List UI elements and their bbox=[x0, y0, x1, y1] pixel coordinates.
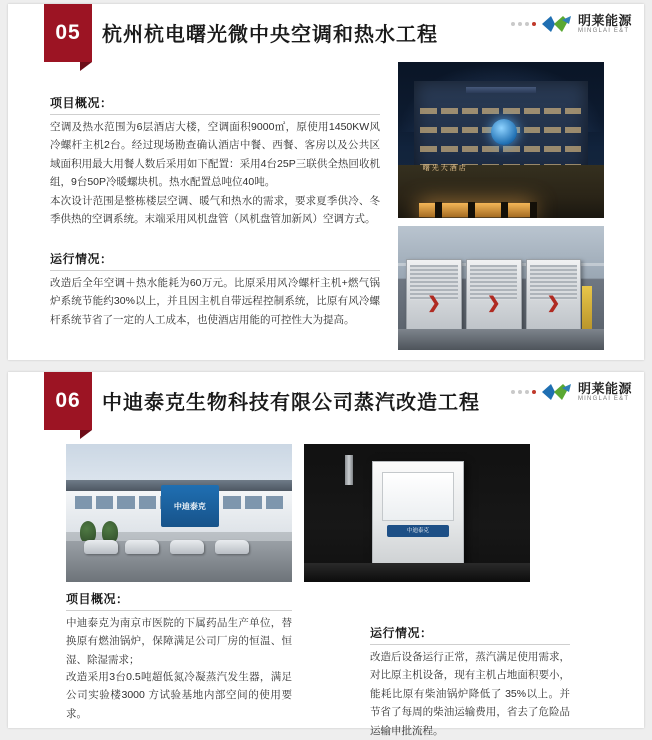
logo-dots-decoration bbox=[511, 390, 536, 394]
slide-number-badge: 05 bbox=[44, 4, 92, 62]
logo-name-en: MINGLAI E&T bbox=[577, 395, 630, 402]
slide-title: 杭州杭电曙光微中央空调和热水工程 bbox=[102, 24, 438, 46]
logo-dots-decoration bbox=[511, 22, 536, 26]
photo-sign-text: 曙光大酒店 bbox=[422, 164, 468, 172]
floor bbox=[304, 563, 530, 582]
parked-car bbox=[84, 540, 118, 554]
photo-steam-generator-equipment bbox=[304, 444, 530, 582]
section-heading-operation: 运行情况： bbox=[50, 252, 113, 266]
steam-pipe bbox=[345, 455, 353, 485]
minglai-leaf-icon bbox=[542, 383, 572, 401]
overview-paragraph-1: 中迪泰克为南京市医院的下属药品生产单位，替换原有燃油锅炉，保障满足公司厂房的恒温、恒湿、除湿需求； bbox=[66, 617, 292, 666]
section-heading-overview: 项目概况： bbox=[66, 592, 129, 606]
yellow-pipe bbox=[582, 286, 592, 331]
section-rule bbox=[66, 610, 292, 611]
badge-tail-shape bbox=[80, 62, 92, 71]
overview-paragraph-2: 本次设计范围是整栋楼层空调、暖气和热水的需求，要求夏季供冷、冬季供热的空调系统。末端采用风机盘管（风机盘管加新风）空调方式。 bbox=[50, 195, 380, 226]
slide-card-06 bbox=[8, 372, 644, 737]
building-crown bbox=[466, 87, 535, 94]
minglai-leaf-icon bbox=[542, 15, 572, 33]
brand-logo bbox=[511, 14, 632, 34]
equipment-label: 中迪泰克 bbox=[406, 527, 429, 534]
overview-paragraph-1: 空调及热水范围为6层酒店大楼，空调面积9000㎡，原使用1450KW风冷螺杆主机2台。经过现场勘查确认酒店中餐、西餐、客房以及公共区域面积用最大用餐人数后采用如下配置：采用4台25P三联供全热回收机组，9台50P冷暖螺块机。热水配置总吨位40吨。 bbox=[50, 121, 380, 189]
operation-paragraph-1: 改造后全年空调＋热水能耗为60万元。比原采用风冷螺杆主机+燃气锅炉系统节能约30%以上，并且因主机自带远程控制系统，比原有风冷螺杆系统节省了一定的人工成本，也使酒店用能的可控性大为提高。 bbox=[50, 277, 380, 326]
parked-car bbox=[170, 540, 204, 554]
brand-logo bbox=[511, 382, 632, 402]
company-sign: 中迪泰克 bbox=[161, 485, 219, 527]
badge-tail-shape bbox=[80, 430, 92, 439]
window-row bbox=[414, 146, 587, 152]
section-heading-overview: 项目概况： bbox=[50, 96, 113, 110]
hotel-logo-emblem bbox=[491, 119, 517, 145]
building-podium bbox=[398, 165, 604, 218]
photo-air-source-heat-pump-units bbox=[398, 226, 604, 350]
cabinet-door bbox=[382, 472, 454, 521]
logo-name-cn: 明莱能源 bbox=[577, 381, 632, 396]
photo-hotel-building-night bbox=[398, 62, 604, 218]
logo-text bbox=[578, 14, 632, 34]
slide-title: 中迪泰克生物科技有限公司蒸汽改造工程 bbox=[102, 392, 480, 414]
heat-pump-unit: ❯ bbox=[466, 259, 522, 330]
heat-pump-unit: ❯ bbox=[406, 259, 462, 330]
window-row bbox=[414, 108, 587, 114]
photo-company-factory-exterior bbox=[66, 444, 292, 582]
parked-car bbox=[125, 540, 159, 554]
generator-cabinet bbox=[372, 461, 464, 565]
section-heading-operation: 运行情况： bbox=[370, 626, 433, 640]
heat-pump-unit: ❯ bbox=[526, 259, 582, 330]
parked-car bbox=[215, 540, 249, 554]
logo-name-cn: 明莱能源 bbox=[577, 13, 632, 28]
slide-card-05 bbox=[8, 4, 644, 360]
section-rule bbox=[370, 644, 570, 645]
logo-name-en: MINGLAI E&T bbox=[577, 27, 630, 34]
section-rule bbox=[50, 270, 380, 271]
section-rule bbox=[50, 114, 380, 115]
operation-paragraph-1: 改造后设备运行正常，蒸汽满足使用需求，对比原主机设备，现有主机占地面积要小，能耗比原有柴油锅炉降低了 35%以上。并节省了每周的柴油运输费用，省去了危险品运输申批流程。 bbox=[370, 651, 570, 737]
overview-paragraph-2: 改造采用3台0.5吨超低氮冷凝蒸汽发生器，满足公司实验楼3000 方试验基地内部空间的使用要求。 bbox=[66, 671, 292, 720]
logo-text bbox=[578, 382, 632, 402]
rooftop-ground bbox=[398, 329, 604, 350]
slide-number-badge: 06 bbox=[44, 372, 92, 430]
